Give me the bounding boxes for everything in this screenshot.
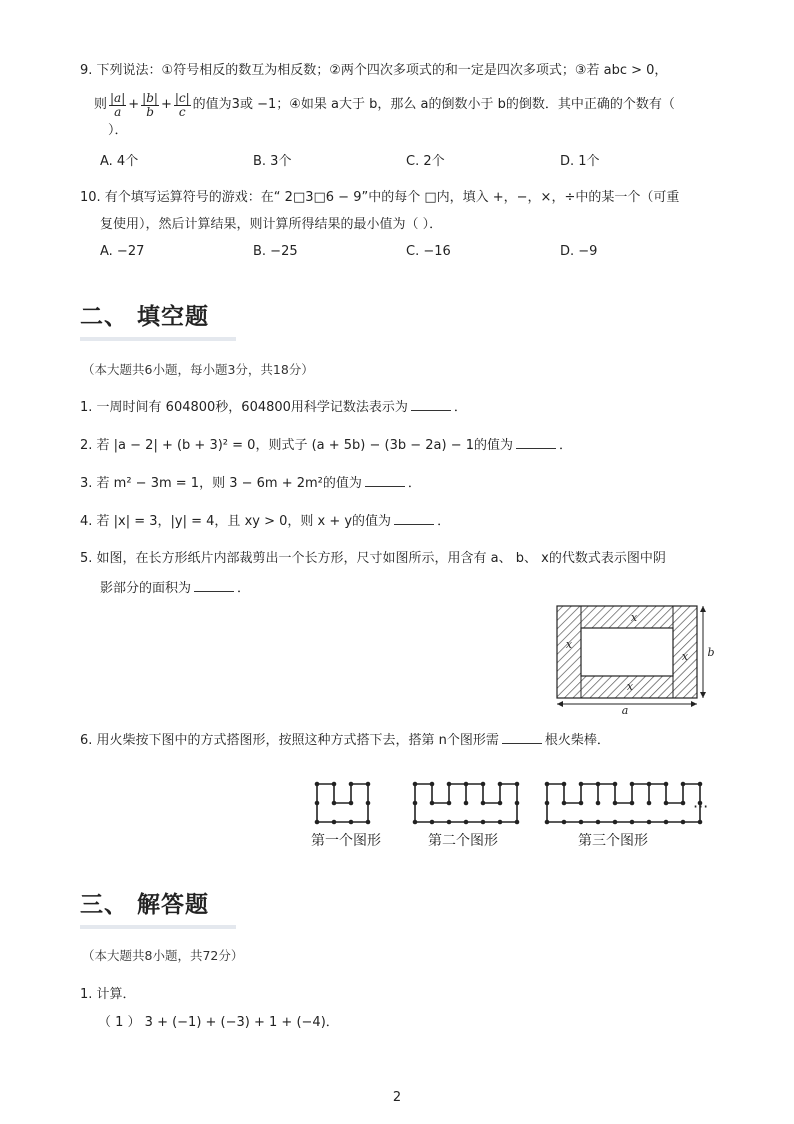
- matchstick-joint: [515, 782, 520, 787]
- section2-underline: [80, 337, 236, 341]
- matchstick-joint: [332, 820, 337, 825]
- matchstick-joint: [413, 801, 418, 806]
- matchstick-joint: [481, 801, 486, 806]
- matchstick-joint: [545, 801, 550, 806]
- label-x-bottom: x: [626, 680, 634, 693]
- caption-figure-2: 第二个图形: [428, 833, 498, 849]
- matchstick-figures: [305, 772, 715, 832]
- q9-option-d: D. 1个: [560, 154, 600, 169]
- matchstick-joint: [613, 820, 618, 825]
- matchstick-joint: [332, 801, 337, 806]
- fraction-1: $\frac{|a|}{a}$: [110, 90, 126, 119]
- rectangle-cutout-figure: [545, 598, 715, 714]
- matchstick-joint: [664, 801, 669, 806]
- matchstick-joint: [366, 820, 371, 825]
- answer-blank: [502, 731, 542, 744]
- q10-options: [100, 244, 720, 262]
- matchstick-joint: [562, 801, 567, 806]
- s2-q4: 4. 若 |x| = 3，|y| = 4，且 xy > 0，则 x + y的值为 ．: [80, 514, 451, 529]
- matchstick-joint: [596, 820, 601, 825]
- matchstick-joint: [315, 782, 320, 787]
- answer-blank: [365, 474, 405, 487]
- q9-line2: 则 $\frac{|a|}{a}$ + $\frac{|b|}{b}$ + $\frac{|c|}{c}$ 的值为3或 −1；④如果 a大于 b，那么 a的倒数小于 b的倒数．其中正确的个数有（: [94, 90, 675, 119]
- matchstick-joint: [498, 801, 503, 806]
- matchstick-figure-3: [547, 784, 700, 822]
- matchstick-joint: [545, 782, 550, 787]
- matchstick-joint: [481, 782, 486, 787]
- matchstick-joint: [698, 782, 703, 787]
- section2-title: 二、 填空题: [80, 304, 210, 330]
- ellipsis: ···: [693, 797, 709, 816]
- section3-underline: [80, 925, 236, 929]
- s2-q5-line1: 5. 如图，在长方形纸片内部裁剪出一个长方形，尺寸如图所示，用含有 a、 b、 x的代数式表示图中阴: [80, 551, 666, 566]
- matchstick-joint: [515, 801, 520, 806]
- matchstick-joint: [464, 820, 469, 825]
- matchstick-joint: [464, 801, 469, 806]
- q9-line2-pre: 则: [94, 97, 108, 112]
- answer-blank: [194, 579, 234, 592]
- label-x-left: x: [565, 638, 573, 651]
- matchstick-joint: [647, 782, 652, 787]
- q9-line2-post: 的值为3或 −1；④如果 a大于 b，那么 a的倒数小于 b的倒数．其中正确的个数有（: [192, 97, 675, 112]
- fraction-3: $\frac{|c|}{c}$: [174, 90, 190, 119]
- matchstick-joint: [447, 782, 452, 787]
- matchstick-joint: [596, 782, 601, 787]
- matchstick-drawings: [317, 784, 700, 822]
- page-number: 2: [392, 1090, 402, 1105]
- matchstick-joint: [579, 782, 584, 787]
- q10-option-c: C. −16: [406, 244, 451, 259]
- q10-option-a: A. −27: [100, 244, 145, 259]
- q9-line3: ）．: [108, 123, 128, 138]
- q9-line1: 9. 下列说法：①符号相反的数互为相反数；②两个四次多项式的和一定是四次多项式；③若 abc > 0，: [80, 63, 668, 78]
- label-a: a: [621, 704, 629, 714]
- matchstick-joint: [579, 801, 584, 806]
- matchstick-figure-1: [317, 784, 368, 822]
- matchstick-joint: [630, 820, 635, 825]
- matchstick-joint: [315, 820, 320, 825]
- matchstick-joint: [681, 801, 686, 806]
- section3-note: （本大题共8小题，共72分）: [82, 948, 244, 963]
- label-x-right: x: [681, 650, 689, 663]
- s2-q1: 1. 一周时间有 604800秒，604800用科学记数法表示为 ．: [80, 400, 467, 415]
- q10-line2: 复使用），然后计算结果，则计算所得结果的最小值为（ ）．: [100, 217, 443, 232]
- matchstick-joint: [562, 820, 567, 825]
- label-b: b: [707, 646, 715, 659]
- fraction-2: $\frac{|b|}{b}$: [142, 90, 158, 119]
- matchstick-joints: [315, 782, 703, 825]
- matchstick-joint: [664, 820, 669, 825]
- matchstick-joint: [447, 801, 452, 806]
- matchstick-joint: [562, 782, 567, 787]
- q10-option-d: D. −9: [560, 244, 598, 259]
- matchstick-joint: [630, 782, 635, 787]
- q10-line1: 10. 有个填写运算符号的游戏：在“ 2□3□6 − 9”中的每个 □内，填入 +，−，×，÷中的某一个（可重: [80, 190, 680, 205]
- matchstick-joint: [515, 820, 520, 825]
- matchstick-joint: [464, 782, 469, 787]
- matchstick-joint: [413, 820, 418, 825]
- matchstick-joint: [613, 782, 618, 787]
- matchstick-joint: [613, 801, 618, 806]
- s2-q2: 2. 若 |a − 2| + (b + 3)² = 0，则式子 (a + 5b) − (3b − 2a) − 1的值为 ．: [80, 438, 573, 453]
- caption-figure-1: 第一个图形: [311, 833, 381, 849]
- matchstick-joint: [430, 782, 435, 787]
- answer-blank: [516, 436, 556, 449]
- s2-q3: 3. 若 m² − 3m = 1，则 3 − 6m + 2m²的值为 ．: [80, 476, 421, 491]
- matchstick-joint: [664, 782, 669, 787]
- answer-blank: [411, 398, 451, 411]
- matchstick-joint: [447, 820, 452, 825]
- s3-q1: 1. 计算．: [80, 987, 136, 1002]
- section2-note: （本大题共6小题，每小题3分，共18分）: [82, 362, 314, 377]
- matchstick-joint: [630, 801, 635, 806]
- matchstick-joint: [413, 782, 418, 787]
- matchstick-joint: [332, 782, 337, 787]
- matchstick-joint: [430, 801, 435, 806]
- matchstick-joint: [681, 820, 686, 825]
- section3-title: 三、 解答题: [80, 892, 210, 918]
- matchstick-joint: [596, 801, 601, 806]
- matchstick-joint: [349, 801, 354, 806]
- matchstick-joint: [545, 820, 550, 825]
- s2-q5-line2: 影部分的面积为 ．: [100, 581, 251, 596]
- matchstick-joint: [430, 820, 435, 825]
- matchstick-joint: [579, 820, 584, 825]
- s2-q6: 6. 用火柴按下图中的方式搭图形，按照这种方式搭下去，搭第 n个图形需 根火柴棒．: [80, 733, 610, 748]
- answer-blank: [394, 512, 434, 525]
- matchstick-joint: [498, 820, 503, 825]
- matchstick-joint: [498, 782, 503, 787]
- q9-option-c: C. 2个: [406, 154, 445, 169]
- matchstick-joint: [366, 782, 371, 787]
- q10-option-b: B. −25: [253, 244, 298, 259]
- matchstick-joint: [698, 820, 703, 825]
- label-x-top: x: [630, 611, 638, 624]
- s3-q1-part1: （ 1 ） 3 + (−1) + (−3) + 1 + (−4)．: [98, 1015, 339, 1030]
- matchstick-joint: [681, 782, 686, 787]
- q9-option-a: A. 4个: [100, 154, 139, 169]
- matchstick-joint: [366, 801, 371, 806]
- matchstick-joint: [349, 820, 354, 825]
- q9-option-b: B. 3个: [253, 154, 292, 169]
- caption-figure-3: 第三个图形: [578, 833, 648, 849]
- matchstick-joint: [481, 820, 486, 825]
- matchstick-joint: [647, 801, 652, 806]
- matchstick-joint: [349, 782, 354, 787]
- matchstick-joint: [647, 820, 652, 825]
- matchstick-joint: [315, 801, 320, 806]
- q9-options: [100, 150, 720, 168]
